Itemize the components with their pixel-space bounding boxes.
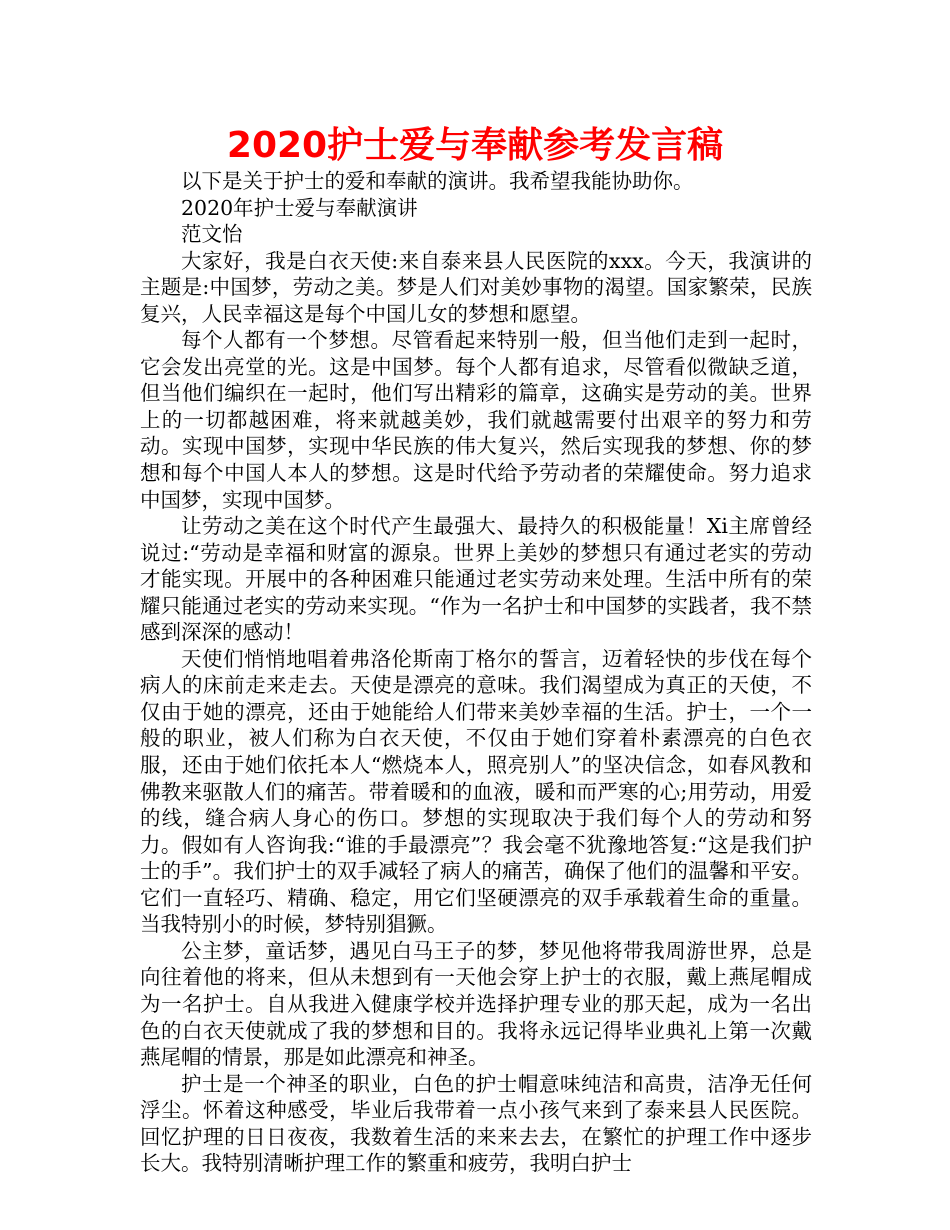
- paragraph-intro: 以下是关于护士的爱和奉献的演讲。我希望我能协助你。: [181, 169, 694, 193]
- paragraph-author: 范文怡: [181, 222, 243, 247]
- document-body: [140, 168, 812, 1177]
- document-title: 2020护士爱与奉献参考发言稿: [226, 125, 724, 166]
- paragraph-5: 公主梦，童话梦，遇见白马王子的梦，梦见他将带我周游世界，总是向往着他的将来，但从未想到有一天他会穿上护士的衣服，戴上燕尾帽成为一名护士。自从我进入健康学校并选择护理专业的那天起，成为一名出色的白衣天使就成了我的梦想和目的。我将永远记得毕业典礼上第一次戴燕尾帽的情景，那是如此漂亮和神圣。: [140, 938, 812, 1070]
- paragraph-6: 护士是一个神圣的职业，白色的护士帽意味纯洁和高贵，洁净无任何浮尘。怀着这种感受，毕业后我带着一点小孩气来到了泰来县人民医院。回忆护理的日日夜夜，我数着生活的来来去去，在繁忙的护理工作中逐步长大。我特别清晰护理工作的繁重和疲劳，我明白护士: [140, 1071, 812, 1176]
- paragraph-3: 让劳动之美在这个时代产生最强大、最持久的积极能量！Xi主席曾经说过:“劳动是幸福和财富的源泉。世界上美妙的梦想只有通过老实的劳动才能实现。开展中的各种困难只能通过老实劳动来处理。生活中所有的荣耀只能通过老实的劳动来实现。“作为一名护士和中国梦的实践者，我不禁感到深深的感动！: [140, 514, 812, 645]
- paragraph-4: 天使们悄悄地唱着弗洛伦斯南丁格尔的誓言，迈着轻快的步伐在每个病人的床前走来走去。天使是漂亮的意味。我们渴望成为真正的天使，不仅由于她的漂亮，还由于她能给人们带来美妙幸福的生活。护士，一个一般的职业，被人们称为白衣天使，不仅由于她们穿着朴素漂亮的白色衣服，还由于她们依托本人“燃烧本人，照亮别人”的坚决信念，如春风教和佛教来驱散人们的痛苦。带着暖和的血液，暖和而严寒的心;用劳动，用爱的线，缝合病人身心的伤口。梦想的实现取决于我们每个人的劳动和努力。假如有人咨询我:“谁的手最漂亮”？我会毫不犹豫地答复:“这是我们护士的手”。我们护士的双手减轻了病人的痛苦，确保了他们的温馨和平安。它们一直轻巧、精确、稳定，用它们坚硬漂亮的双手承载着生命的重量。当我特别小的时候，梦特别猖獗。: [140, 646, 812, 937]
- paragraph-subtitle: 2020年护士爱与奉献演讲: [181, 195, 418, 220]
- paragraph-2: 每个人都有一个梦想。尽管看起来特别一般，但当他们走到一起时，它会发出亮堂的光。这是中国梦。每个人都有追求，尽管看似微缺乏道，但当他们编织在一起时，他们写出精彩的篇章，这确实是劳动的美。世界上的一切都越困难，将来就越美妙，我们就越需要付出艰辛的努力和劳动。实现中国梦，实现中华民族的伟大复兴，然后实现我的梦想、你的梦想和每个中国人本人的梦想。这是时代给予劳动者的荣耀使命。努力追求中国梦，实现中国梦。: [140, 328, 812, 512]
- paragraph-1: 大家好，我是白衣天使:来自泰来县人民医院的xxx。今天，我演讲的主题是:中国梦，劳动之美。梦是人们对美妙事物的渴望。国家繁荣，民族复兴，人民幸福这是每个中国儿女的梦想和愿望。: [140, 248, 812, 326]
